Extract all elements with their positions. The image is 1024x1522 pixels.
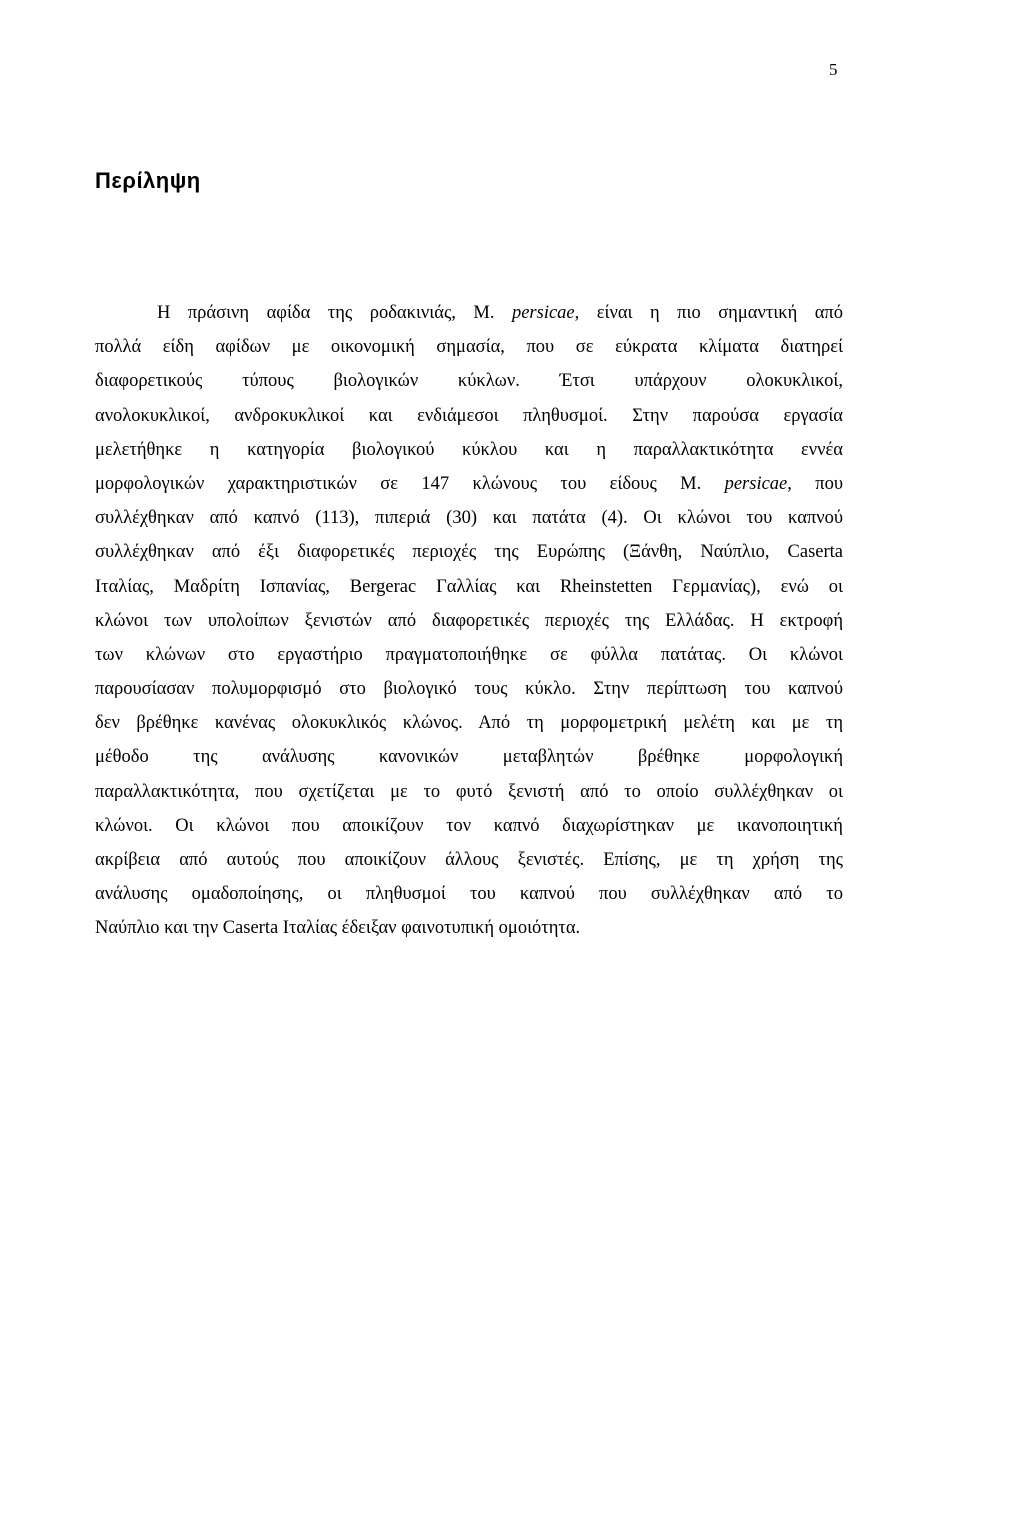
text-line: ανάλυσης ομαδοποίησης, οι πληθυσμοί του καπνού που συλλέχθηκαν από το xyxy=(95,884,843,905)
text-line: Ιταλίας, Μαδρίτη Ισπανίας, Bergerac Γαλλίας και Rheinstetten Γερμανίας), ενώ οι xyxy=(95,576,843,597)
text-line: Ναύπλιο και την Caserta Ιταλίας έδειξαν φαινοτυπική ομοιότητα. xyxy=(95,918,581,939)
text-line: ανολοκυκλικοί, ανδροκυκλικοί και ενδιάμεσοι πληθυσμοί. Στην παρούσα εργασία xyxy=(95,405,843,426)
text-line: ακρίβεια από αυτούς που αποικίζουν άλλους ξενιστές. Επίσης, με τη χρήση της xyxy=(95,850,843,870)
text-line: δεν βρέθηκε κανένας ολοκυκλικός κλώνος. Από τη μορφομετρική μελέτη και με τη xyxy=(95,713,843,734)
text-line: συλλέχθηκαν από καπνό (113), πιπεριά (30) και πατάτα (4). Οι κλώνοι του καπνού xyxy=(95,508,843,529)
section-heading: Περίληψη xyxy=(95,168,201,193)
text-line: των κλώνων στο εργαστήριο πραγματοποιήθηκε σε φύλλα πατάτας. Οι κλώνοι xyxy=(95,644,843,665)
text-line: διαφορετικούς τύπους βιολογικών κύκλων. Έτσι υπάρχουν ολοκυκλικοί, xyxy=(95,371,843,392)
text-line: παραλλακτικότητα, που σχετίζεται με το φυτό ξενιστή από το οποίο συλλέχθηκαν οι xyxy=(95,781,843,802)
text-line: συλλέχθηκαν από έξι διαφορετικές περιοχές της Ευρώπης (Ξάνθη, Ναύπλιο, Caserta xyxy=(95,542,843,563)
page-number: 5 xyxy=(829,60,838,79)
text-line: μελετήθηκε η κατηγορία βιολογικού κύκλου και η παραλλακτικότητα εννέα xyxy=(95,439,843,460)
text-line: κλώνοι των υπολοίπων ξενιστών από διαφορετικές περιοχές της Ελλάδας. Η εκτροφή xyxy=(95,610,843,631)
text-line: παρουσίασαν πολυμορφισμό στο βιολογικό τους κύκλο. Στην περίπτωση του καπνού xyxy=(95,679,843,700)
text-line: μέθοδο της ανάλυσης κανονικών μεταβλητών βρέθηκε μορφολογική xyxy=(95,747,843,768)
text-line: πολλά είδη αφίδων με οικονομική σημασία, που σε εύκρατα κλίματα διατηρεί xyxy=(95,337,843,358)
text-line: Η πράσινη αφίδα της ροδακινιάς, Μ. persicae, είναι η πιο σημαντική από xyxy=(157,303,844,323)
text-line: κλώνοι. Οι κλώνοι που αποικίζουν τον καπνό διαχωρίστηκαν με ικανοποιητική xyxy=(95,815,843,836)
abstract-body xyxy=(95,296,843,946)
text-line: μορφολογικών χαρακτηριστικών σε 147 κλώνους του είδους Μ. persicae, που xyxy=(95,473,843,494)
